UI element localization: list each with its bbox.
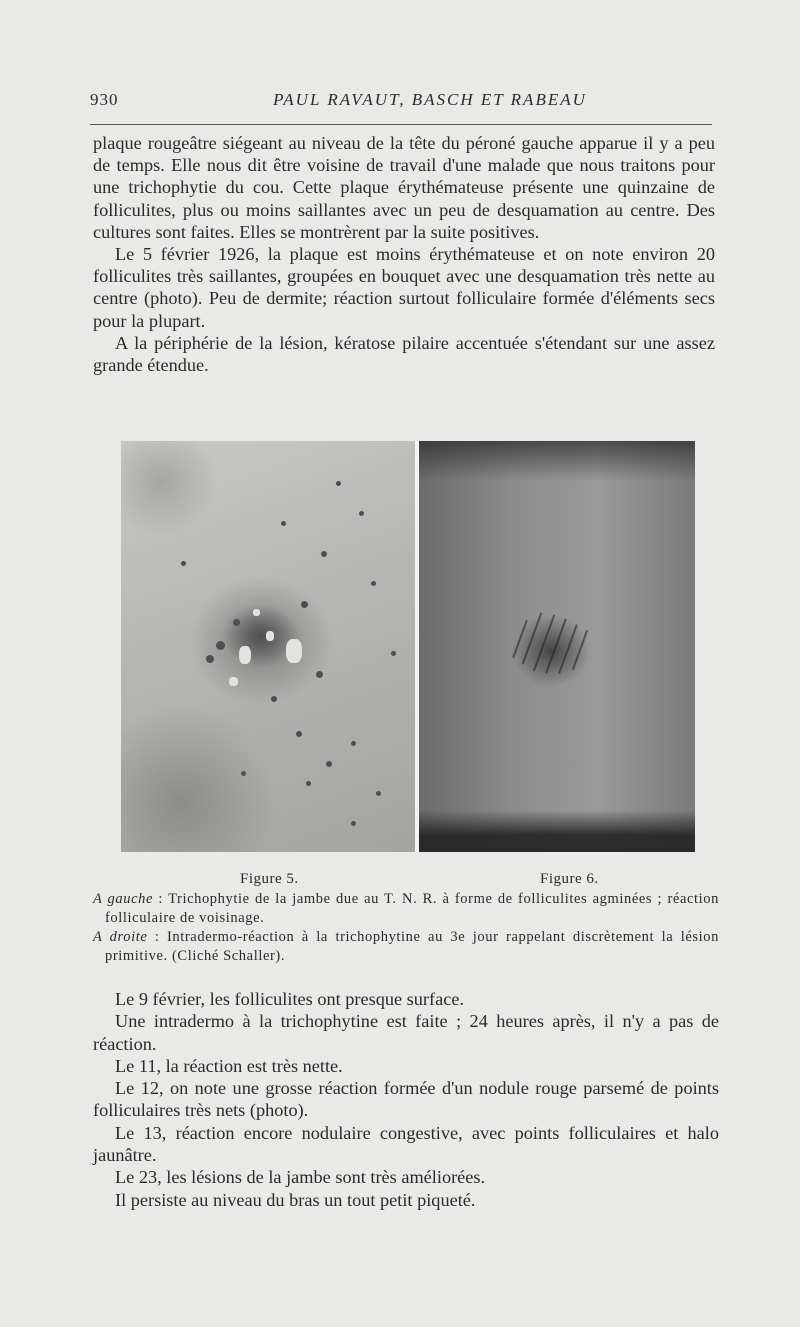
follicle-spot xyxy=(351,741,356,746)
figure-caption xyxy=(93,890,719,966)
follicle-spot xyxy=(336,481,341,486)
caption-left-lead: A gauche xyxy=(93,891,154,907)
page-header xyxy=(90,86,710,116)
follicle-spot xyxy=(241,771,246,776)
paragraph: Une intradermo à la trichophytine est faite ; 24 heures après, il n'y a pas de réaction. xyxy=(93,1011,719,1054)
caption-left xyxy=(93,890,719,928)
page-number: 930 xyxy=(90,90,119,109)
paragraph: Le 12, on note une grosse réaction formée d'un nodule rouge parsemé de points folliculaires très nets (photo). xyxy=(93,1078,719,1121)
paragraph: A la périphérie de la lésion, kératose pilaire accentuée s'étendant sur une assez grande étendue. xyxy=(93,332,715,376)
body-text-bottom xyxy=(93,988,719,1211)
follicle-spot xyxy=(359,511,364,516)
follicle-spot xyxy=(326,761,332,767)
photo-shadow xyxy=(419,810,695,852)
paragraph: Le 5 février 1926, la plaque est moins érythémateuse et on note environ 20 folliculites très saillantes, groupées en bouquet avec une desquamation très nette au centre (photo). Peu de dermite; réaction surtout folliculaire formée d'éléments secs pour la plupart. xyxy=(93,244,715,331)
running-head: PAUL RAVAUT, BASCH ET RABEAU xyxy=(273,90,587,109)
photo-shadow xyxy=(419,441,695,481)
follicle-spot xyxy=(233,619,240,626)
paragraph: Le 23, les lésions de la jambe sont très améliorées. xyxy=(115,1167,486,1188)
paragraph: Le 11, la réaction est très nette. xyxy=(115,1055,343,1076)
desquamation-fleck xyxy=(229,677,238,686)
body-text-top xyxy=(93,132,715,376)
follicle-spot xyxy=(316,671,323,678)
caption-right-lead: A droite xyxy=(93,929,148,945)
follicle-spot xyxy=(296,731,302,737)
desquamation-fleck xyxy=(253,609,260,616)
follicle-streak xyxy=(572,630,588,670)
follicle-spot xyxy=(376,791,381,796)
photo-figure-6 xyxy=(419,441,695,852)
follicle-spot xyxy=(206,655,214,663)
paragraph: Le 9 février, les folliculites ont presque surface. xyxy=(115,989,465,1009)
follicle-spot xyxy=(306,781,311,786)
figure-photographs xyxy=(121,441,695,852)
caption-left-text: : Trichophytie de la jambe due au T. N. R. à forme de folliculites agminées ; réaction folliculaire de voisinage. xyxy=(105,891,719,926)
desquamation-fleck xyxy=(239,646,251,664)
header-rule xyxy=(90,124,712,125)
follicle-spot xyxy=(216,641,225,650)
follicle-spot xyxy=(391,651,396,656)
paragraph: Le 13, réaction encore nodulaire congestive, avec points folliculaires et halo jaunâtre. xyxy=(93,1122,719,1166)
follicle-spot xyxy=(351,821,356,826)
follicle-spot xyxy=(301,601,308,608)
caption-right xyxy=(93,928,719,966)
follicle-spot xyxy=(371,581,376,586)
figure-label-5: Figure 5. xyxy=(240,871,299,887)
follicle-spot xyxy=(321,551,327,557)
follicle-spot xyxy=(271,696,277,702)
desquamation-fleck xyxy=(286,639,302,663)
figure-label-6: Figure 6. xyxy=(540,871,599,887)
paragraph: Il persiste au niveau du bras un tout petit piqueté. xyxy=(115,1189,476,1210)
photo-figure-5 xyxy=(121,441,415,852)
paragraph: plaque rougeâtre siégeant au niveau de la tête du péroné gauche apparue il y a peu de temps. Elle nous dit être voisine de travail d'une malade que nous traitons pour une trichophytie du cou. Cette plaque érythémateuse présente une quinzaine de folliculites, plus ou moins saillantes avec un peu de desquamation au centre. Des cultures sont faites. Elles se montrèrent par la suite positives. xyxy=(93,133,715,242)
follicle-spot xyxy=(281,521,286,526)
desquamation-fleck xyxy=(266,631,274,641)
follicle-spot xyxy=(181,561,186,566)
caption-right-text: : Intradermo-réaction à la trichophytine au 3e jour rappelant discrètement la lésion primitive. (Cliché Schaller). xyxy=(105,929,719,964)
